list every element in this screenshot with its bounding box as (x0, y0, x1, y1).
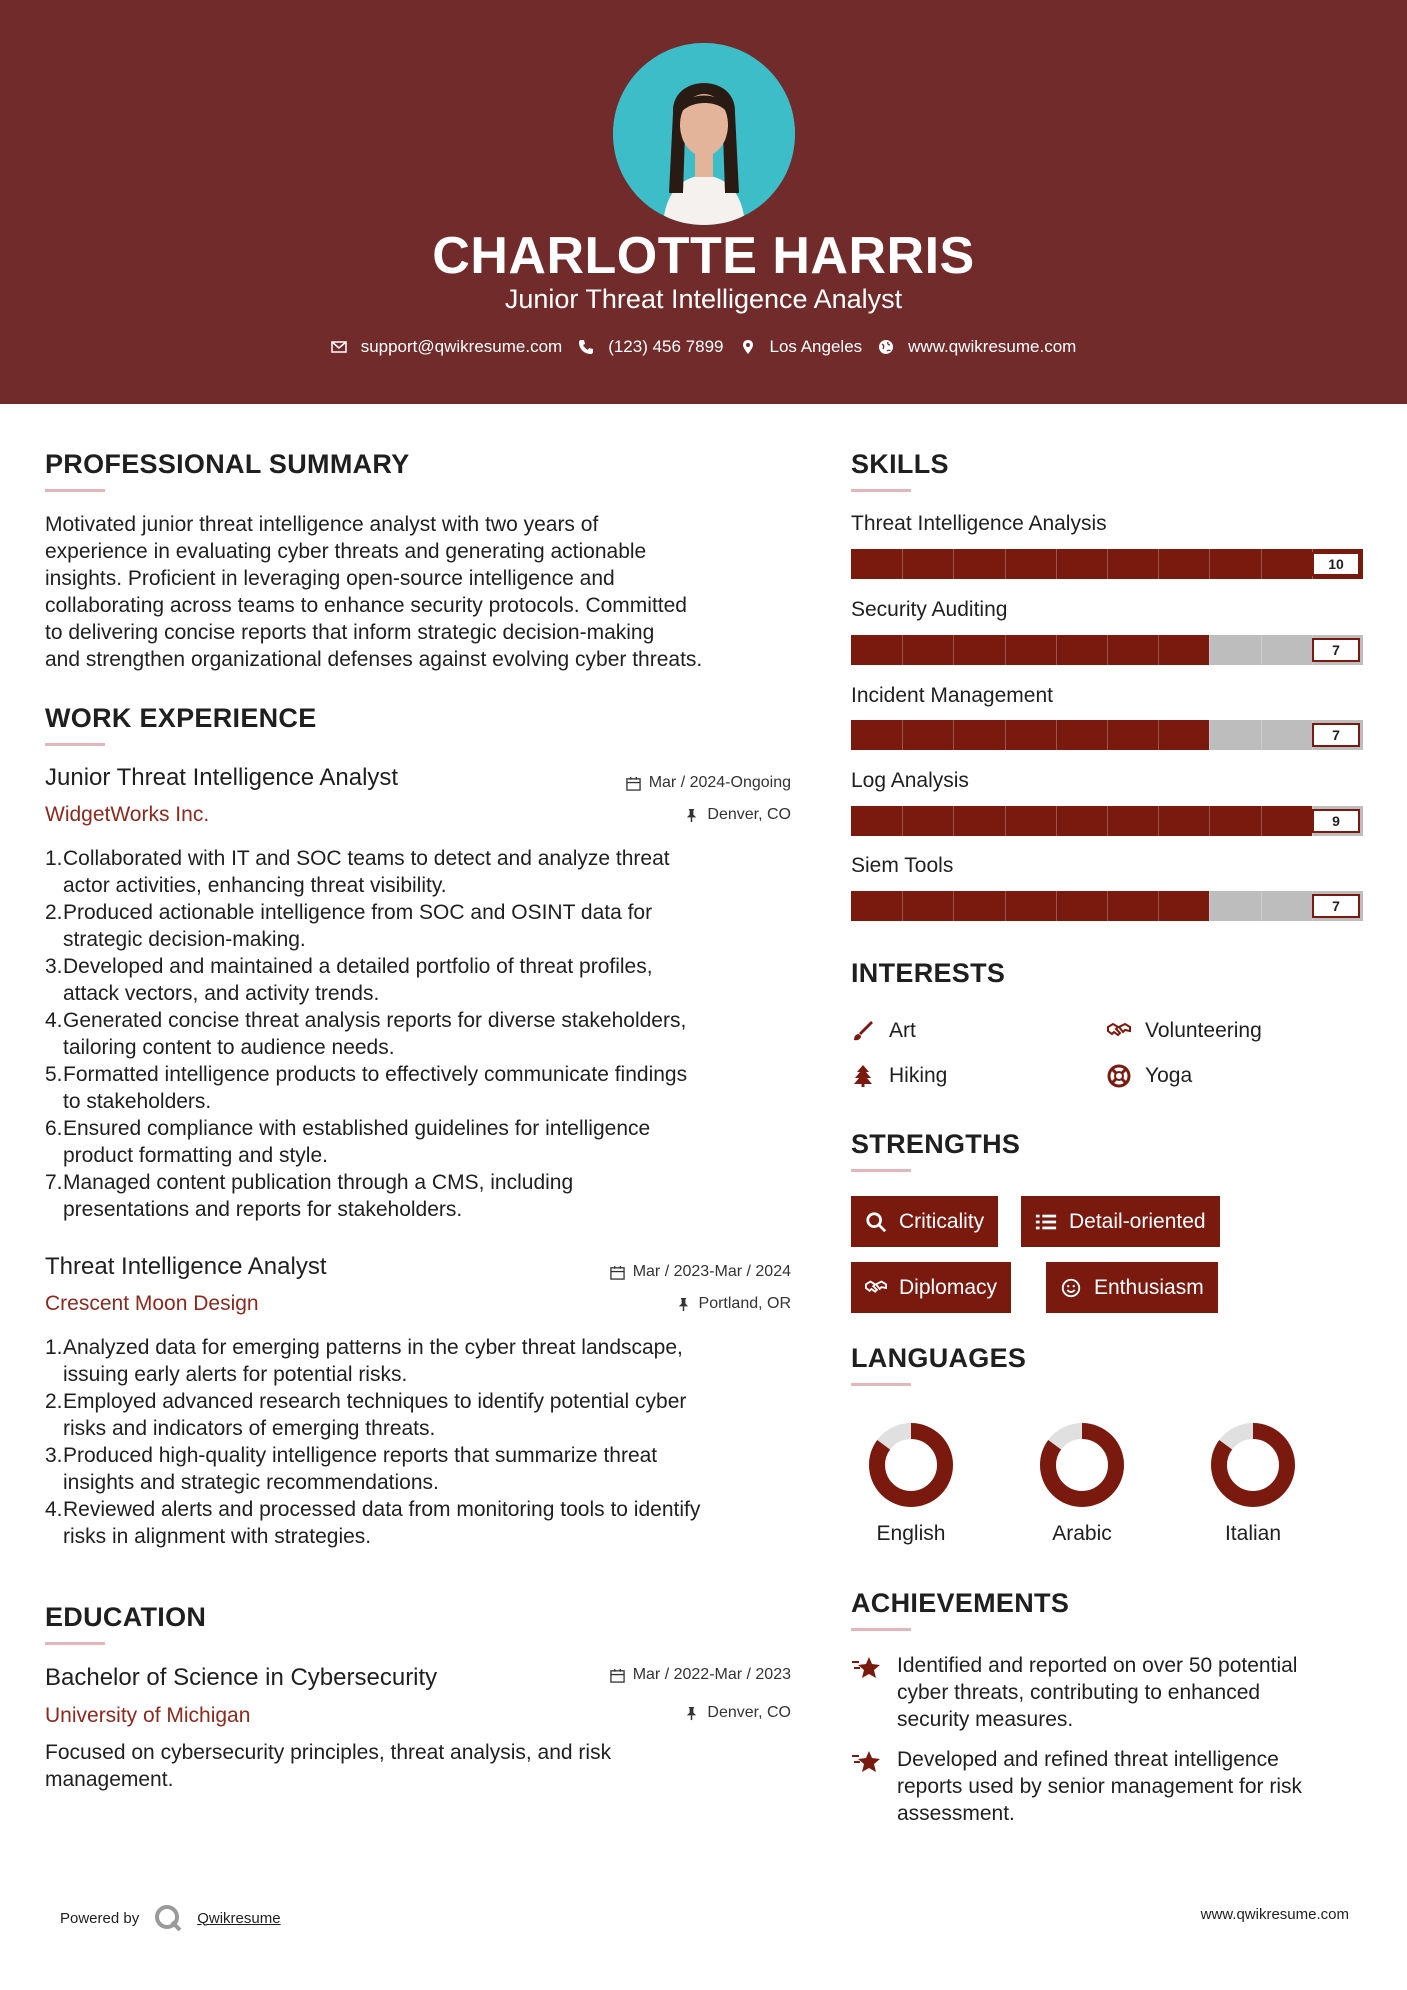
qwikresume-logo-icon (153, 1903, 183, 1933)
skill-bar-segment (1158, 635, 1159, 665)
pushpin-icon (684, 1706, 699, 1721)
strengths-heading-rule (851, 1169, 911, 1172)
summary-line: collaborating across teams to enhance security protocols. Committed (45, 594, 687, 617)
list-item: 1. Analyzed data for emerging patterns in the cyber threat landscape, issuing early alerts for potential risks. (45, 1336, 683, 1386)
skill-name: Security Auditing (851, 598, 1008, 621)
contact-bar (0, 337, 1407, 357)
skill-bar-segment (902, 720, 903, 750)
skill-bar-segment (902, 635, 903, 665)
interest-label: Yoga (1145, 1064, 1193, 1087)
pushpin-icon (684, 808, 699, 823)
skill-bar-segment (902, 549, 903, 579)
language-label: Italian (1224, 1522, 1282, 1545)
skill-bar-segment (1005, 549, 1006, 579)
achievement-text: Developed and refined threat intelligence reports used by senior management for risk assessment. (897, 1748, 1303, 1825)
interests-heading: INTERESTS (851, 958, 1006, 988)
job-location-text: Portland, OR (698, 1295, 791, 1312)
job-location-text: Denver, CO (707, 806, 791, 823)
education-heading-rule (45, 1642, 105, 1645)
language-label: English (876, 1522, 946, 1545)
calendar-icon (610, 1265, 625, 1280)
achievements-heading: ACHIEVEMENTS (851, 1588, 1070, 1618)
skill-bar-fill (851, 635, 1209, 665)
strength-badge (851, 1196, 998, 1247)
list-item: 3. Produced high-quality intelligence reports that summarize threat insights and strategic recommendations. (45, 1444, 658, 1494)
strength-label: Diplomacy (899, 1275, 998, 1299)
star-award-icon (851, 1748, 883, 1776)
skill-bar-segment (1107, 720, 1108, 750)
skill-bar-segment (1261, 720, 1262, 750)
skill-bar-fill (851, 720, 1209, 750)
summary-line: insights. Proficient in leveraging open-source intelligence and (45, 567, 615, 590)
job-location (520, 806, 791, 824)
interest-item (1107, 1019, 1262, 1043)
profile-photo (613, 43, 795, 225)
job-dates-text: Mar / 2023-Mar / 2024 (632, 1263, 791, 1280)
skill-bar-segment (953, 891, 954, 921)
skill-bar-segment (1209, 635, 1210, 665)
skill-name: Threat Intelligence Analysis (851, 512, 1107, 535)
footer-website-link[interactable]: www.qwikresume.com (1200, 1906, 1349, 1923)
qwikresume-link[interactable]: Qwikresume (197, 1909, 281, 1927)
summary-line: Motivated junior threat intelligence analyst with two years of (45, 513, 599, 536)
list-item: 6. Ensured compliance with established guidelines for intelligence product formatting and style. (45, 1117, 651, 1167)
company-name: Crescent Moon Design (45, 1292, 259, 1315)
candidate-role: Junior Threat Intelligence Analyst (504, 284, 903, 314)
skill-bar-segment (1107, 891, 1108, 921)
skill-bar (851, 635, 1363, 665)
language-item (1022, 1420, 1142, 1546)
strength-label: Enthusiasm (1094, 1275, 1204, 1299)
skill-bar-segment (953, 549, 954, 579)
interest-item (851, 1019, 916, 1043)
list-item: 3. Developed and maintained a detailed portfolio of threat profiles, attack vectors, and activity trends. (45, 955, 653, 1005)
degree-title: Bachelor of Science in Cybersecurity (45, 1664, 438, 1691)
tree-icon (851, 1064, 875, 1088)
contact-phone[interactable] (578, 337, 723, 357)
education-line: management. (45, 1768, 174, 1791)
profile-photo-illustration (613, 43, 795, 225)
contact-location-text: Los Angeles (769, 337, 863, 356)
skill-bar (851, 891, 1363, 921)
envelope-icon (331, 339, 347, 355)
skill-bar-segment (1158, 720, 1159, 750)
candidate-name: CHARLOTTE HARRIS (432, 227, 975, 285)
achievements-heading-rule (851, 1628, 911, 1631)
skill-bar-segment (1056, 635, 1057, 665)
skill-bar-segment (1056, 806, 1057, 836)
skill-bar-segment (1209, 720, 1210, 750)
contact-website-text: www.qwikresume.com (908, 337, 1077, 356)
pushpin-icon (676, 1297, 691, 1312)
handshake-icon (1107, 1019, 1131, 1043)
skill-bar-segment (1005, 720, 1006, 750)
strength-label: Detail-oriented (1069, 1209, 1206, 1233)
skill-bar-segment (953, 720, 954, 750)
language-donut (866, 1420, 956, 1510)
strength-badge (1046, 1262, 1218, 1313)
language-item (1193, 1420, 1313, 1546)
interest-label: Hiking (889, 1064, 948, 1087)
list-item: 4. Reviewed alerts and processed data from monitoring tools to identify risks in alignment with strategies. (45, 1498, 701, 1548)
strength-badge (851, 1262, 1011, 1313)
resume-header (0, 0, 1407, 404)
experience-heading: WORK EXPERIENCE (45, 703, 317, 733)
search-icon (865, 1211, 887, 1233)
skill-bar-fill (851, 806, 1312, 836)
company-name: WidgetWorks Inc. (45, 803, 210, 826)
skill-bar-segment (953, 635, 954, 665)
contact-email[interactable] (331, 337, 563, 357)
skill-bar-segment (1209, 891, 1210, 921)
experience-heading-rule (45, 743, 105, 746)
skill-bar-segment (902, 806, 903, 836)
contact-phone-text: (123) 456 7899 (608, 337, 724, 356)
skill-bar-segment (1107, 549, 1108, 579)
paintbrush-icon (851, 1019, 875, 1043)
interest-label: Volunteering (1145, 1019, 1262, 1042)
education-location (520, 1704, 791, 1722)
summary-line: experience in evaluating cyber threats and generating actionable (45, 540, 647, 563)
education-line: Focused on cybersecurity principles, threat analysis, and risk (45, 1741, 612, 1764)
job-dates (520, 1263, 791, 1281)
skill-score: 7 (1312, 894, 1360, 918)
language-label: Arabic (1052, 1522, 1112, 1545)
skill-score: 7 (1312, 723, 1360, 747)
list-item: 4. Generated concise threat analysis reports for diverse stakeholders, tailoring content to audience needs. (45, 1009, 687, 1059)
school-name: University of Michigan (45, 1704, 251, 1727)
strengths-heading: STRENGTHS (851, 1129, 1021, 1159)
list-item: 5. Formatted intelligence products to effectively communicate findings to stakeholders. (45, 1063, 688, 1113)
job-duties-list (45, 845, 805, 1223)
skill-bar-fill (851, 891, 1209, 921)
skill-bar-segment (1158, 891, 1159, 921)
list-icon (1035, 1211, 1057, 1233)
language-item (851, 1420, 971, 1546)
job-dates-text: Mar / 2024-Ongoing (648, 774, 791, 791)
skill-bar-segment (1005, 891, 1006, 921)
languages-heading-rule (851, 1383, 911, 1386)
job-location (520, 1295, 791, 1313)
list-item: 7. Managed content publication through a CMS, including presentations and reports for stakeholders. (45, 1171, 574, 1221)
job-title: Threat Intelligence Analyst (45, 1253, 327, 1280)
smile-icon (1060, 1277, 1082, 1299)
skill-bar-segment (1056, 720, 1057, 750)
star-award-icon (851, 1654, 883, 1682)
footer-credit (60, 1903, 281, 1933)
phone-icon (578, 339, 594, 355)
contact-email-text: support@qwikresume.com (360, 337, 563, 356)
skill-bar-segment (953, 806, 954, 836)
contact-website[interactable] (878, 337, 1076, 357)
contact-location (740, 337, 863, 357)
interest-label: Art (889, 1019, 916, 1042)
interest-item (851, 1064, 947, 1088)
summary-heading: PROFESSIONAL SUMMARY (45, 449, 410, 479)
education-dates-text: Mar / 2022-Mar / 2023 (632, 1666, 791, 1683)
education-heading: EDUCATION (45, 1602, 207, 1632)
skill-bar (851, 806, 1363, 836)
powered-by-label: Powered by (60, 1909, 140, 1927)
skill-bar-segment (1261, 891, 1262, 921)
strength-label: Criticality (899, 1209, 985, 1233)
languages-heading: LANGUAGES (851, 1343, 1027, 1373)
language-donut (1037, 1420, 1127, 1510)
skill-bar-segment (1056, 549, 1057, 579)
skill-bar-segment (1158, 806, 1159, 836)
list-item: 2. Produced actionable intelligence from SOC and OSINT data for strategic decision-making. (45, 901, 653, 951)
achievement-item (851, 1652, 1371, 1733)
list-item: 1. Collaborated with IT and SOC teams to detect and analyze threat actor activities, enhancing threat visibility. (45, 847, 670, 897)
calendar-icon (626, 776, 641, 791)
education-location-text: Denver, CO (707, 1704, 791, 1721)
skill-bar-segment (1158, 549, 1159, 579)
skill-score: 7 (1312, 638, 1360, 662)
skill-name: Log Analysis (851, 769, 969, 792)
skill-bar-segment (1261, 806, 1262, 836)
globe-icon (878, 339, 894, 355)
skill-bar-segment (1005, 806, 1006, 836)
interest-item (1107, 1064, 1192, 1088)
skill-bar (851, 549, 1363, 579)
language-donut (1208, 1420, 1298, 1510)
skill-bar-segment (1209, 549, 1210, 579)
summary-line: to delivering concise reports that inform strategic decision-making (45, 621, 655, 644)
skill-score: 10 (1312, 552, 1360, 576)
job-duties-list (45, 1334, 805, 1550)
job-dates (520, 774, 791, 792)
skill-bar-segment (1005, 635, 1006, 665)
summary-text (45, 511, 805, 673)
skill-bar-segment (1056, 891, 1057, 921)
education-description (45, 1739, 805, 1793)
skill-bar-segment (902, 891, 903, 921)
skill-bar (851, 720, 1363, 750)
achievement-item (851, 1746, 1371, 1827)
map-pin-icon (740, 339, 756, 355)
lifebuoy-icon (1107, 1064, 1131, 1088)
list-item: 2. Employed advanced research techniques to identify potential cyber risks and indicators of emerging threats. (45, 1390, 687, 1440)
handshake-icon (865, 1277, 887, 1299)
skill-bar-segment (1261, 549, 1262, 579)
skill-name: Siem Tools (851, 854, 954, 877)
job-title: Junior Threat Intelligence Analyst (45, 764, 399, 791)
strength-badge (1021, 1196, 1220, 1247)
education-dates (520, 1666, 791, 1684)
skill-bar-segment (1107, 635, 1108, 665)
skill-name: Incident Management (851, 684, 1053, 707)
skill-bar-segment (1209, 806, 1210, 836)
skills-heading-rule (851, 489, 911, 492)
skills-heading: SKILLS (851, 449, 949, 479)
summary-line: and strengthen organizational defenses against evolving cyber threats. (45, 648, 703, 671)
skill-bar-segment (1107, 806, 1108, 836)
summary-heading-rule (45, 489, 105, 492)
skill-bar-segment (1261, 635, 1262, 665)
achievement-text: Identified and reported on over 50 potential cyber threats, contributing to enhanced security measures. (897, 1654, 1298, 1731)
skill-score: 9 (1312, 809, 1360, 833)
calendar-icon (610, 1668, 625, 1683)
